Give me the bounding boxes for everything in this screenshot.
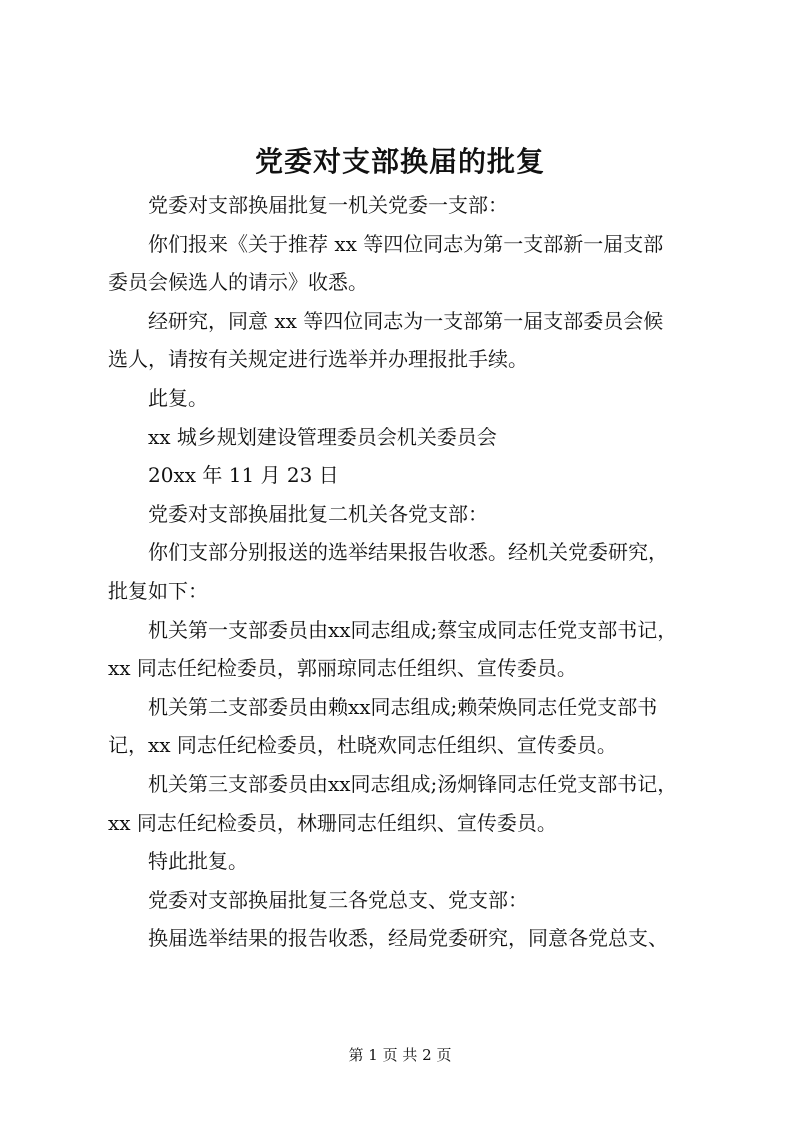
text-line-4: 经研究，同意 xx 等四位同志为一支部第一届支部委员会候 [148, 308, 664, 333]
page-footer: 第 1 页 共 2 页 [348, 1046, 452, 1064]
text-line-19: 党委对支部换届批复三各党总支、党支部： [148, 887, 528, 912]
text-line-13: xx 同志任纪检委员，郭丽琼同志任组织、宣传委员。 [108, 656, 577, 681]
text-line-17: xx 同志任纪检委员，林珊同志任组织、宣传委员。 [108, 810, 557, 835]
text-line-20: 换届选举结果的报告收悉，经局党委研究，同意各党总支、 [148, 926, 668, 951]
text-line-15: 记，xx 同志任纪检委员，杜晓欢同志任组织、宣传委员。 [108, 733, 617, 758]
text-line-8: 20xx 年 11 月 23 日 [148, 463, 339, 488]
text-line-6: 此复。 [148, 385, 208, 410]
document-title: 党委对支部换届的批复 [254, 145, 545, 178]
text-line-10: 你们支部分别报送的选举结果报告收悉。经机关党委研究， [148, 540, 668, 565]
text-line-2: 你们报来《关于推荐 xx 等四位同志为第一支部新一届支部 [148, 231, 664, 256]
text-line-9: 党委对支部换届批复二机关各党支部： [148, 501, 488, 526]
document-body [108, 186, 712, 958]
text-line-12: 机关第一支部委员由xx同志组成;蔡宝成同志任党支部书记， [148, 617, 678, 642]
text-line-14: 机关第二支部委员由赖xx同志组成;赖荣焕同志任党支部书 [148, 694, 658, 719]
text-line-3: 委员会候选人的请示》收悉。 [108, 270, 368, 295]
text-line-5: 选人，请按有关规定进行选举并办理报批手续。 [108, 347, 528, 372]
text-line-18: 特此批复。 [148, 849, 248, 874]
text-line-11: 批复如下： [108, 578, 208, 603]
text-line-16: 机关第三支部委员由xx同志组成;汤炯锋同志任党支部书记， [148, 771, 678, 796]
text-line-7: xx 城乡规划建设管理委员会机关委员会 [148, 424, 497, 449]
text-line-1: 党委对支部换届批复一机关党委一支部： [148, 193, 508, 217]
